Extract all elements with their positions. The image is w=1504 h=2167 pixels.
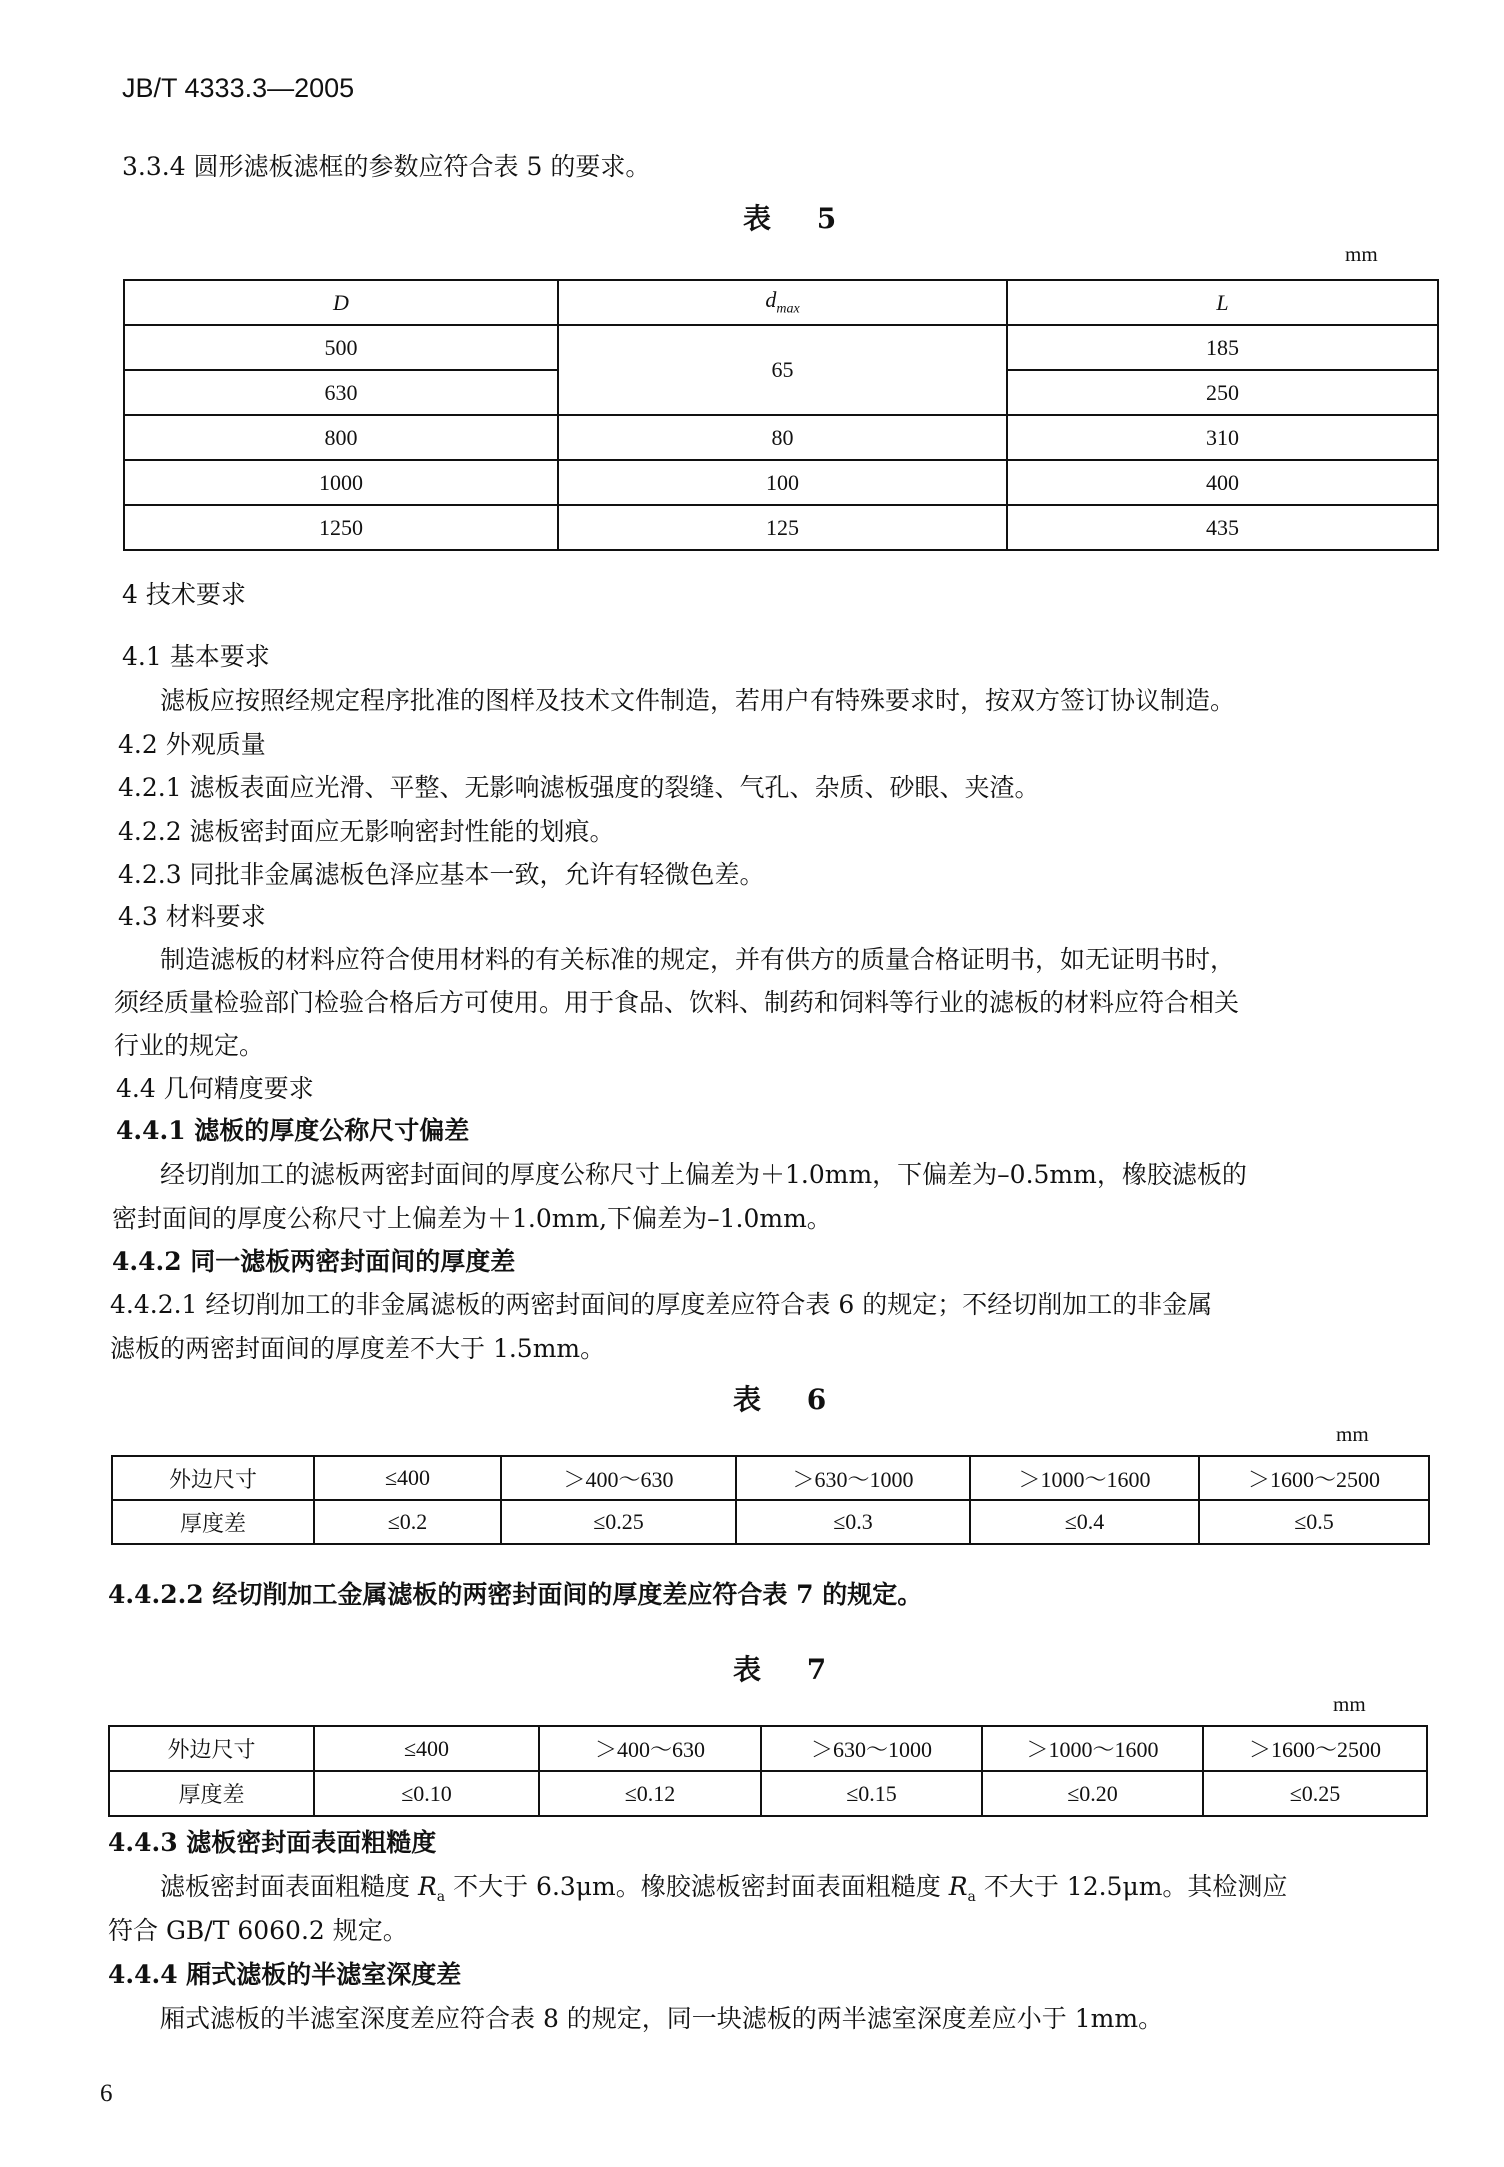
table7-diff-cell: ≤0.12 — [539, 1771, 761, 1816]
table6-diff-cell: ≤0.2 — [314, 1500, 501, 1544]
table6-size-cell: ＞630～1000 — [736, 1456, 970, 1500]
table7-diff-cell: ≤0.15 — [761, 1771, 982, 1816]
table7-size-cell: ≤400 — [314, 1726, 539, 1771]
ra-symbol-2: R — [948, 1872, 968, 1901]
table6-caption: 表 6 — [733, 1383, 845, 1416]
table6 — [111, 1455, 1430, 1545]
table7-caption: 表 7 — [733, 1653, 845, 1686]
clause-4-4-heading: 4.4 几何精度要求 — [116, 1074, 314, 1103]
table5-header-d: D — [124, 280, 558, 325]
table7-size-cell: ＞1000～1600 — [982, 1726, 1203, 1771]
clause-4-2-2: 4.2.2 滤板密封面应无影响密封性能的划痕。 — [118, 817, 615, 846]
table6-size-cell: ≤400 — [314, 1456, 501, 1500]
table7 — [108, 1725, 1428, 1817]
table5-header-row — [124, 280, 1438, 325]
clause-4-4-2-1-line2: 滤板的两密封面间的厚度差不大于 1.5mm。 — [110, 1334, 606, 1363]
clause-4-4-1-text-line1: 经切削加工的滤板两密封面间的厚度公称尺寸上偏差为＋1.0mm，下偏差为–0.5mm，橡胶滤板的 — [160, 1160, 1247, 1189]
table-row — [112, 1500, 1429, 1544]
document-code: JB/T 4333.3—2005 — [122, 73, 355, 103]
table7-diff-cell: ≤0.10 — [314, 1771, 539, 1816]
table5-caption: 表 5 — [743, 202, 855, 235]
table7-size-cell: ＞400～630 — [539, 1726, 761, 1771]
clause-4-1-heading: 4.1 基本要求 — [122, 642, 270, 671]
table5-cell-d: 500 — [124, 325, 558, 370]
table5-cell-dmax: 100 — [558, 460, 1007, 505]
table5-cell-l: 400 — [1007, 460, 1438, 505]
table5-cell-l: 435 — [1007, 505, 1438, 550]
table6-diff-cell: ≤0.5 — [1199, 1500, 1429, 1544]
clause-4-2-3: 4.2.3 同批非金属滤板色泽应基本一致，允许有轻微色差。 — [118, 860, 765, 889]
clause-4-4-4-heading: 4.4.4 厢式滤板的半滤室深度差 — [108, 1960, 462, 1989]
table-row — [109, 1726, 1427, 1771]
ra-symbol: R — [417, 1872, 437, 1901]
table6-size-cell: ＞1600～2500 — [1199, 1456, 1429, 1500]
table5 — [123, 279, 1439, 551]
table-row — [124, 460, 1438, 505]
clause-4-4-2-1-line1: 4.4.2.1 经切削加工的非金属滤板的两密封面间的厚度差应符合表 6 的规定；不经切削加工的非金属 — [110, 1290, 1213, 1319]
ra-subscript: a — [436, 1889, 446, 1905]
clause-4-4-1-text-line2: 密封面间的厚度公称尺寸上偏差为＋1.0mm,下偏差为–1.0mm。 — [112, 1204, 832, 1233]
table6-unit: mm — [1336, 1422, 1369, 1446]
table-row — [124, 415, 1438, 460]
clause-4-4-3-text-line2: 符合 GB/T 6060.2 规定。 — [108, 1916, 408, 1945]
table5-cell-d: 1000 — [124, 460, 558, 505]
clause-4-4-4-text: 厢式滤板的半滤室深度差应符合表 8 的规定，同一块滤板的两半滤室深度差应小于 1mm。 — [160, 2004, 1164, 2033]
table6-diff-cell: ≤0.4 — [970, 1500, 1199, 1544]
table6-diff-cell: ≤0.25 — [501, 1500, 736, 1544]
clause-4-4-2-heading: 4.4.2 同一滤板两密封面间的厚度差 — [112, 1247, 516, 1276]
table5-header-l: L — [1007, 280, 1438, 325]
table7-size-cell: ＞1600～2500 — [1203, 1726, 1427, 1771]
table5-cell-dmax-merged: 65 — [558, 325, 1007, 415]
clause-4-2-heading: 4.2 外观质量 — [118, 730, 266, 759]
page-number: 6 — [100, 2080, 113, 2107]
table5-cell-dmax: 125 — [558, 505, 1007, 550]
table6-size-cell: ＞1000～1600 — [970, 1456, 1199, 1500]
clause-4-1-text: 滤板应按照经规定程序批准的图样及技术文件制造，若用户有特殊要求时，按双方签订协议制造。 — [160, 686, 1236, 715]
table-row — [109, 1771, 1427, 1816]
table7-diff-cell: ≤0.20 — [982, 1771, 1203, 1816]
roughness-text-a: 滤板密封面表面粗糙度 — [160, 1872, 418, 1901]
clause-4-3-text-line2: 须经质量检验部门检验合格后方可使用。用于食品、饮料、制药和饲料等行业的滤板的材料应符合相关 — [114, 988, 1240, 1017]
table7-size-label: 外边尺寸 — [109, 1726, 314, 1771]
table5-cell-d: 630 — [124, 370, 558, 415]
clause-4-3-heading: 4.3 材料要求 — [118, 902, 266, 931]
table-row — [124, 325, 1438, 370]
ra-subscript-2: a — [967, 1889, 976, 1905]
clause-4-3-text-line1: 制造滤板的材料应符合使用材料的有关标准的规定，并有供方的质量合格证明书，如无证明书时， — [160, 945, 1236, 974]
table7-size-cell: ＞630～1000 — [761, 1726, 982, 1771]
table-row — [112, 1456, 1429, 1500]
clause-4-3-text-line3: 行业的规定。 — [114, 1031, 265, 1060]
table7-diff-cell: ≤0.25 — [1203, 1771, 1427, 1816]
table5-cell-dmax: 80 — [558, 415, 1007, 460]
table5-cell-l: 310 — [1007, 415, 1438, 460]
clause-4-4-3-text-line1 — [160, 1872, 1287, 1912]
clause-4-4-1-heading: 4.4.1 滤板的厚度公称尺寸偏差 — [116, 1116, 470, 1145]
clause-4-2-1: 4.2.1 滤板表面应光滑、平整、无影响滤板强度的裂缝、气孔、杂质、砂眼、夹渣。 — [118, 773, 1040, 802]
table5-header-dmax — [558, 280, 1007, 325]
table7-unit: mm — [1333, 1692, 1366, 1716]
table6-size-cell: ＞400～630 — [501, 1456, 736, 1500]
table5-unit: mm — [1345, 242, 1378, 266]
clause-3-3-4: 3.3.4 圆形滤板滤框的参数应符合表 5 的要求。 — [122, 152, 651, 181]
table5-cell-d: 800 — [124, 415, 558, 460]
table5-cell-d: 1250 — [124, 505, 558, 550]
table6-size-label: 外边尺寸 — [112, 1456, 314, 1500]
clause-4-4-3-heading: 4.4.3 滤板密封面表面粗糙度 — [108, 1828, 437, 1857]
table5-cell-l: 250 — [1007, 370, 1438, 415]
clause-4-4-2-2: 4.4.2.2 经切削加工金属滤板的两密封面间的厚度差应符合表 7 的规定。 — [108, 1580, 923, 1609]
table5-cell-l: 185 — [1007, 325, 1438, 370]
table6-diff-label: 厚度差 — [112, 1500, 314, 1544]
table-row — [124, 505, 1438, 550]
dmax-base: d — [765, 287, 777, 313]
roughness-text-c: 不大于 12.5μm。其检测应 — [975, 1872, 1288, 1901]
dmax-sub: max — [776, 301, 800, 317]
roughness-text-b: 不大于 6.3μm。橡胶滤板密封面表面粗糙度 — [445, 1872, 949, 1901]
table6-diff-cell: ≤0.3 — [736, 1500, 970, 1544]
section-4-heading: 4 技术要求 — [122, 580, 246, 609]
table7-diff-label: 厚度差 — [109, 1771, 314, 1816]
